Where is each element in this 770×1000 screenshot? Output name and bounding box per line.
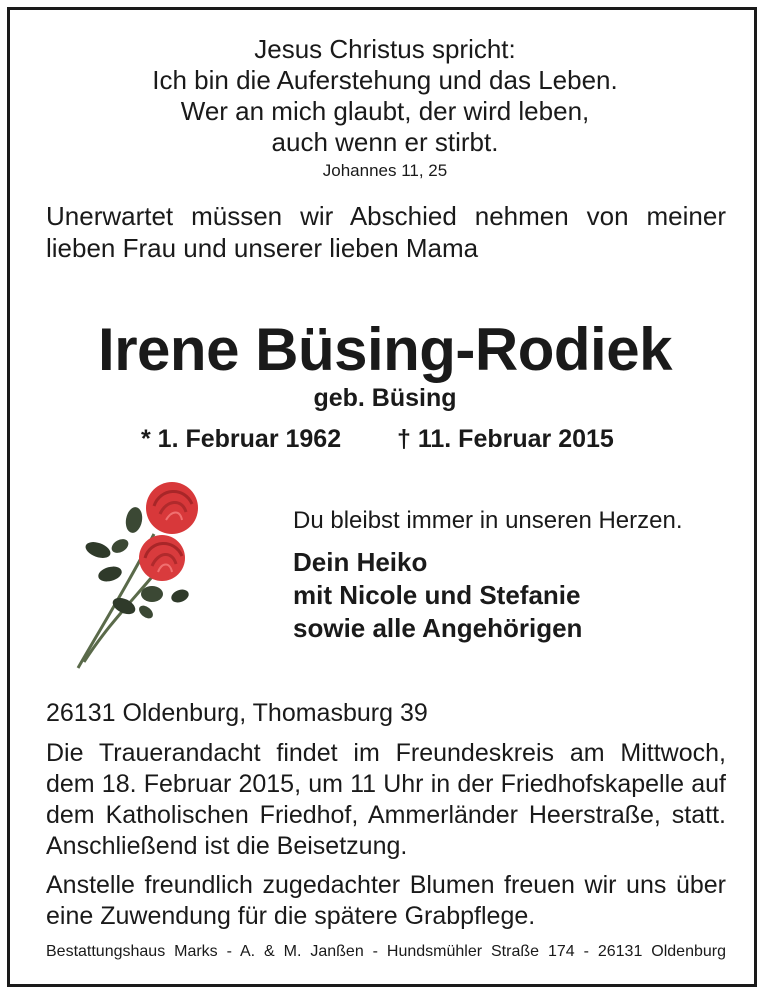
birth-date: * 1. Februar 1962 <box>141 425 342 453</box>
verse-reference: Johannes 11, 25 <box>322 161 448 180</box>
intro-text: Unerwartet müssen wir Abschied nehmen von meiner lieben Frau und unserer lieben Mama <box>46 201 726 263</box>
family-line-2: mit Nicole und Stefanie <box>293 580 581 610</box>
service-info: Die Trauerandacht findet im Freundeskreis am Mittwoch, dem 18. Februar 2015, um 11 Uhr in der Friedhofskapelle auf dem Katholischen Friedhof, Ammerländer Heerstraße, statt. Anschließend ist die Beisetzung. <box>46 739 726 860</box>
verse-line-2: Ich bin die Auferstehung und das Leben. <box>152 65 618 95</box>
bible-verse <box>0 34 770 182</box>
rose-image <box>72 476 212 676</box>
deceased-name: Irene Büsing-Rodiek <box>98 316 672 383</box>
family-line-3: sowie alle Angehörigen <box>293 613 583 643</box>
family-line-1: Dein Heiko <box>293 547 428 577</box>
verse-line-4: auch wenn er stirbt. <box>271 127 499 157</box>
verse-line-3: Wer an mich glaubt, der wird leben, <box>180 96 590 126</box>
family-address: 26131 Oldenburg, Thomasburg 39 <box>46 699 428 727</box>
family-signature <box>293 506 733 645</box>
birth-name: geb. Büsing <box>313 384 457 412</box>
verse-line-1: Jesus Christus spricht: <box>254 34 516 64</box>
donation-info: Anstelle freundlich zugedachter Blumen freuen wir uns über eine Zuwendung für die spätere Grabpflege. <box>46 871 726 930</box>
death-date: † 11. Februar 2015 <box>397 425 614 453</box>
heart-line: Du bleibst immer in unseren Herzen. <box>293 507 683 534</box>
funeral-home-footer: Bestattungshaus Marks - A. & M. Janßen - Hundsmühler Straße 174 - 26131 Oldenburg <box>46 943 726 960</box>
